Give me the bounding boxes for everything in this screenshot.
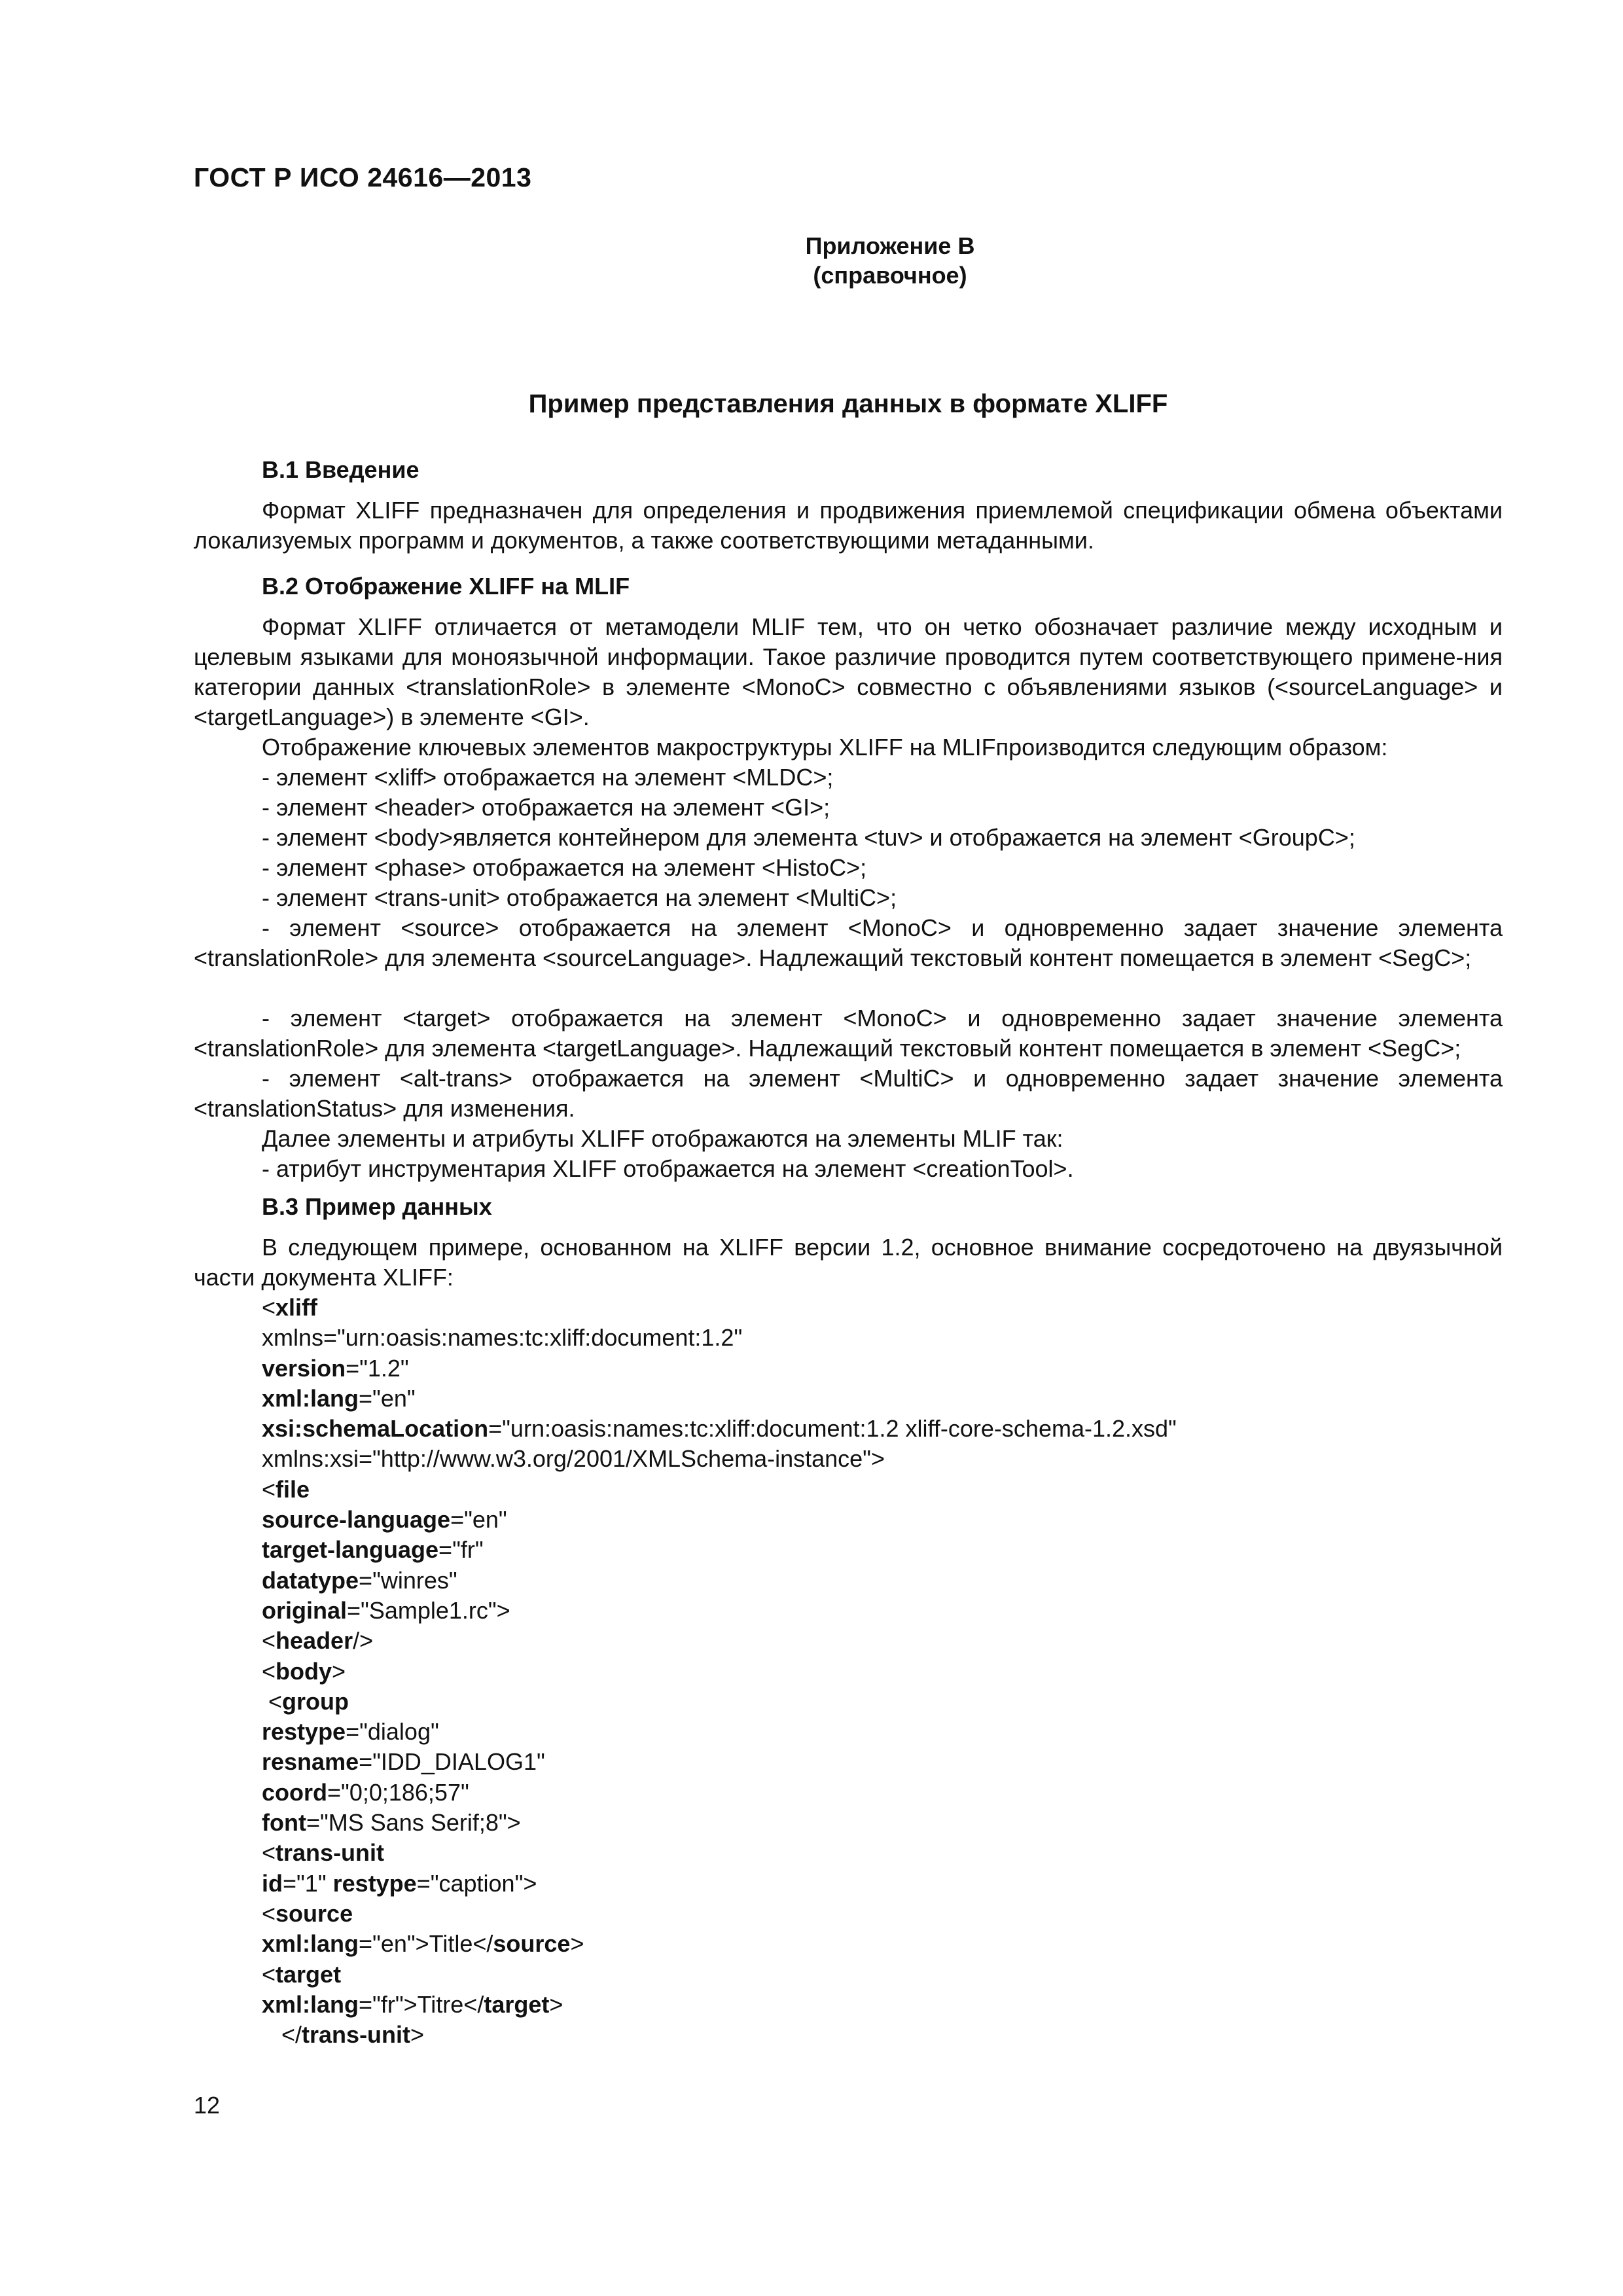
code-line: [262, 1747, 1177, 1777]
code-line: [262, 1596, 1177, 1626]
page-number: 12: [194, 2092, 221, 2119]
code-keyword: group: [282, 1687, 349, 1715]
code-line: [262, 1384, 1177, 1414]
code-keyword: xml:lang: [262, 1384, 359, 1412]
code-text: xmlns="urn:oasis:names:tc:xliff:document:1.2": [262, 1324, 743, 1352]
code-keyword: restype: [262, 1718, 346, 1746]
mapping-item: - элемент <phase> отображается на элемент <HistoC>;: [262, 854, 867, 881]
mapping-item-target: - элемент <target> отображается на элемент <MonoC> и одновременно задает значение элемента <translationRole> для элемента <targetLanguage>. Надлежащий текстовый контент помещается в элемент <SegC>;: [194, 1005, 1503, 1062]
code-text: ="fr">Titre</: [359, 1990, 484, 2018]
code-text: <: [262, 1475, 276, 1503]
code-text: >: [549, 1990, 563, 2018]
code-keyword: xsi:schemaLocation: [262, 1415, 489, 1443]
annex-type: (справочное): [813, 262, 967, 289]
code-line: [262, 1899, 1177, 1929]
xliff-code-example: [262, 1293, 1177, 2050]
code-line: [262, 1323, 1177, 1353]
code-text: ="MS Sans Serif;8">: [306, 1809, 521, 1837]
code-text: ="en": [359, 1384, 416, 1412]
code-text: </: [262, 2021, 302, 2049]
code-text: <: [262, 1899, 276, 1927]
code-keyword: version: [262, 1354, 346, 1382]
code-line: [262, 1414, 1177, 1444]
section-b2-heading: В.2 Отображение XLIFF на MLIF: [262, 573, 630, 600]
code-line: [262, 1687, 1177, 1717]
code-keyword: datatype: [262, 1566, 359, 1594]
code-text: ="1.2": [346, 1354, 409, 1382]
code-keyword: resname: [262, 1748, 359, 1776]
code-line: [262, 1869, 1177, 1899]
code-text: >: [332, 1657, 346, 1685]
code-line: [262, 1657, 1177, 1687]
section-b1-paragraph: Формат XLIFF предназначен для определения и продвижения приемлемой спецификации обмена объектами локализуемых программ и документов, а также соответствующими метаданными.: [194, 497, 1503, 554]
code-keyword: target: [276, 1960, 342, 1988]
code-text: ="fr": [438, 1536, 484, 1564]
code-line: [262, 1778, 1177, 1808]
code-text: ="en">Title</: [359, 1930, 493, 1958]
code-line: [262, 1808, 1177, 1838]
section-b1-heading: В.1 Введение: [262, 456, 419, 483]
code-text: xmlns:xsi="http://www.w3.org/2001/XMLSchema-instance">: [262, 1445, 885, 1473]
section-b1-text: [194, 495, 1503, 556]
code-text: <: [262, 1627, 276, 1655]
code-text: <: [262, 1294, 276, 1321]
code-text: ="urn:oasis:names:tc:xliff:document:1.2 xliff-core-schema-1.2.xsd": [488, 1415, 1177, 1443]
section-b3-heading: В.3 Пример данных: [262, 1193, 492, 1220]
code-keyword: source-language: [262, 1506, 451, 1534]
section-b2-paragraph: Формат XLIFF отличается от метамодели MLIF тем, что он четко обозначает различие между исходным и целевым языками для моноязычной информации. Такое различие проводится путем соответствующего примене-ния категории данных <translationRole> в элементе <MonoC> совместно с объявлениями языков (<sourceLanguage> и <targetLanguage>) в элементе <GI>.: [194, 613, 1503, 730]
code-line: [262, 1626, 1177, 1656]
attribute-item: - атрибут инструментария XLIFF отображается на элемент <creationTool>.: [262, 1155, 1074, 1182]
main-title: Пример представления данных в формате XLIFF: [528, 389, 1168, 418]
mapping-item-alt-trans: - элемент <alt-trans> отображается на элемент <MultiC> и одновременно задает значение элемента <translationStatus> для изменения.: [194, 1065, 1503, 1122]
code-line: [262, 1990, 1177, 2020]
mapping-item-source: - элемент <source> отображается на элемент <MonoC> и одновременно задает значение элемента <translationRole> для элемента <sourceLanguage>. Надлежащий текстовый контент помещается в элемент <SegC>;: [194, 914, 1503, 971]
code-keyword: coord: [262, 1778, 328, 1806]
code-line: [262, 1838, 1177, 1868]
section-b2-text: [194, 612, 1503, 732]
code-text: <: [262, 1839, 276, 1867]
code-text: <: [262, 1657, 276, 1685]
code-text: <: [262, 1960, 276, 1988]
code-keyword: source: [493, 1930, 571, 1958]
document-id: ГОСТ Р ИСО 24616—2013: [194, 162, 532, 192]
code-text: ="en": [450, 1506, 507, 1534]
section-b3-text: [194, 1232, 1503, 1293]
code-keyword: trans-unit: [276, 1839, 385, 1867]
code-text: ="0;0;186;57": [327, 1778, 469, 1806]
code-keyword: source: [276, 1899, 353, 1927]
code-keyword: file: [276, 1475, 310, 1503]
code-keyword: target: [484, 1990, 550, 2018]
code-keyword: restype: [332, 1869, 417, 1897]
annex-title: Приложение В: [805, 232, 975, 259]
code-line: [262, 1444, 1177, 1474]
code-text: >: [410, 2021, 425, 2049]
mapping-item: - элемент <xliff> отображается на элемент <MLDC>;: [262, 764, 834, 791]
code-text: ="dialog": [346, 1718, 439, 1746]
code-keyword: original: [262, 1596, 348, 1624]
code-line: [262, 1566, 1177, 1596]
code-text: ="winres": [359, 1566, 457, 1594]
code-text: ="caption">: [416, 1869, 537, 1897]
code-text: ="Sample1.rc">: [347, 1596, 510, 1624]
code-line: [262, 1960, 1177, 1990]
code-line: [262, 1475, 1177, 1505]
code-text: />: [353, 1627, 374, 1655]
attributes-intro: Далее элементы и атрибуты XLIFF отображаются на элементы MLIF так:: [262, 1125, 1063, 1152]
code-line: [262, 1717, 1177, 1747]
code-keyword: xliff: [276, 1294, 318, 1321]
code-line: [262, 2020, 1177, 2050]
mapping-item: - элемент <header> отображается на элемент <GI>;: [262, 794, 830, 821]
section-b3-paragraph: В следующем примере, основанном на XLIFF версии 1.2, основное внимание сосредоточено на двуязычной части документа XLIFF:: [194, 1234, 1503, 1291]
code-text: ="1": [283, 1869, 333, 1897]
code-keyword: target-language: [262, 1536, 439, 1564]
code-keyword: body: [276, 1657, 332, 1685]
code-keyword: header: [276, 1627, 353, 1655]
code-keyword: xml:lang: [262, 1930, 359, 1958]
code-text: >: [570, 1930, 584, 1958]
code-text: <: [262, 1687, 283, 1715]
mapping-intro: Отображение ключевых элементов макроструктуры XLIFF на MLIFпроизводится следующим образом:: [262, 734, 1388, 761]
mapping-item: - элемент <body>является контейнером для элемента <tuv> и отображается на элемент <GroupC>;: [262, 824, 1355, 851]
code-keyword: trans-unit: [302, 2021, 411, 2049]
code-line: [262, 1535, 1177, 1565]
mapping-item: - элемент <trans-unit> отображается на элемент <MultiC>;: [262, 884, 897, 911]
code-line: [262, 1293, 1177, 1323]
code-keyword: xml:lang: [262, 1990, 359, 2018]
code-line: [262, 1929, 1177, 1959]
code-line: [262, 1354, 1177, 1384]
code-text: ="IDD_DIALOG1": [359, 1748, 545, 1776]
code-keyword: id: [262, 1869, 283, 1897]
code-line: [262, 1505, 1177, 1535]
code-keyword: font: [262, 1809, 306, 1837]
